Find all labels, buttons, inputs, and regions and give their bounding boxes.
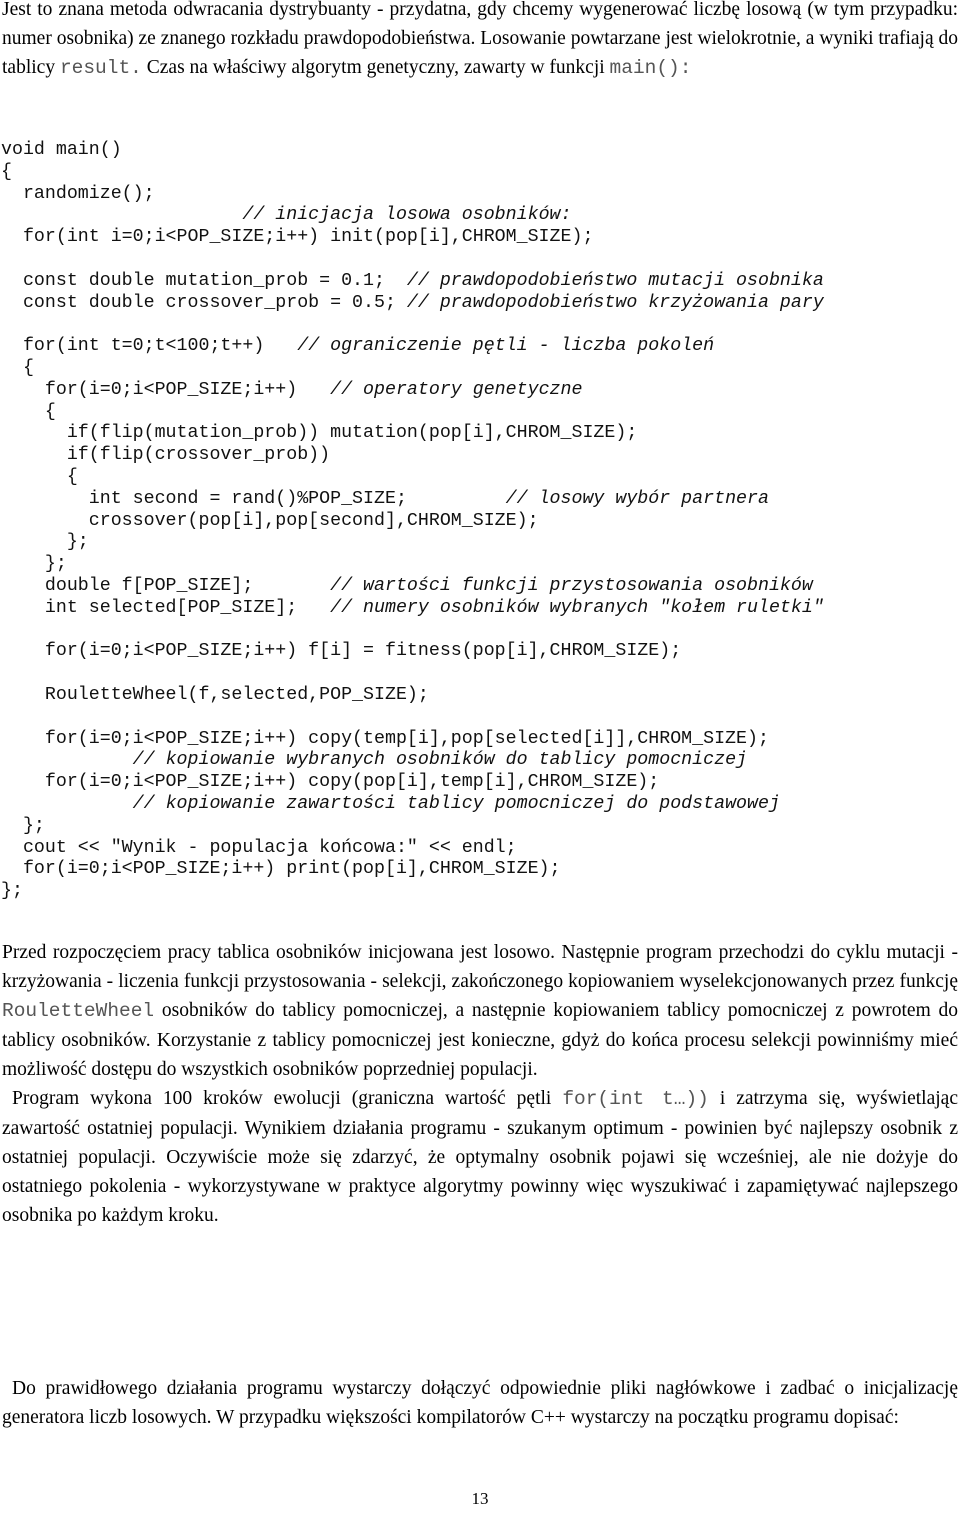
- code-line: [1, 750, 959, 772]
- code-comment: // prawdopodobieństwo mutacji osobnika: [406, 270, 824, 291]
- intro-text-1: Jest to znana metoda odwracania dystrybuanty - przydatna, gdy chcemy wygenerować liczbę losową (w tym przypadku: numer osobnika) ze znanego rozkładu prawdopodobieństwa. Losowanie powtarzane jest wielokrotnie, a wyniki trafiają do tablicy: [2, 0, 958, 78]
- code-text: if(flip(crossover_prob)): [1, 445, 331, 466]
- explanation-text-d: i zatrzyma się, wyświetlając zawartość ostatniej populacji. Wynikiem działania programu - szukanym optimum - powinien być najlepszy osobnik z ostatniej populacji. Oczywiście może się zdarzyć, że optymalny osobnik pojawi się wcześniej, ale nie dożyje do ostatniego pokolenia - wykorzystywane w praktyce algorytmy powinny więc wyszukiwać i zapamiętywać najlepszego osobnika po każdym kroku.: [2, 1088, 958, 1226]
- code-line: [1, 162, 959, 184]
- code-line: [1, 554, 959, 576]
- code-line: [1, 336, 959, 358]
- code-line: [1, 707, 959, 729]
- code-comment: // ograniczenie pętli - liczba pokoleń: [297, 336, 715, 357]
- code-text: cout << "Wynik - populacja końcowa:" << endl;: [1, 837, 517, 858]
- code-comment: // wartości funkcji przystosowania osobników: [330, 575, 813, 596]
- code-line: [1, 140, 959, 162]
- code-text: for(i=0;i<POP_SIZE;i++) copy(pop[i],temp[i],CHROM_SIZE);: [1, 772, 660, 793]
- code-text: };: [1, 815, 45, 836]
- code-text: crossover(pop[i],pop[second],CHROM_SIZE);: [1, 510, 539, 531]
- code-text: };: [1, 532, 89, 553]
- code-text: for(i=0;i<POP_SIZE;i++) copy(temp[i],pop[selected[i]],CHROM_SIZE);: [1, 728, 769, 749]
- code-line: [1, 402, 959, 424]
- code-comment: // operatory genetyczne: [330, 379, 583, 400]
- code-text: {: [1, 357, 34, 378]
- code-line: [1, 620, 959, 642]
- code-text: for(int i=0;i<POP_SIZE;i++) init(pop[i],CHROM_SIZE);: [1, 227, 594, 248]
- code-text: int second = rand()%POP_SIZE;: [1, 488, 506, 509]
- code-line: [1, 838, 959, 860]
- code-text: void main(): [1, 140, 122, 160]
- code-text: const double crossover_prob = 0.5;: [1, 292, 407, 313]
- code-line: [1, 729, 959, 751]
- code-text: [1, 750, 133, 770]
- code-line: [1, 249, 959, 271]
- code-line: [1, 271, 959, 293]
- code-line: [1, 358, 959, 380]
- inline-code-result: result.: [59, 57, 142, 79]
- code-line: [1, 881, 959, 903]
- code-comment: // inicjacja losowa osobników:: [242, 205, 572, 226]
- code-line: [1, 184, 959, 206]
- code-text: for(i=0;i<POP_SIZE;i++) f[i] = fitness(pop[i],CHROM_SIZE);: [1, 641, 682, 662]
- code-line: [1, 511, 959, 533]
- code-text: if(flip(mutation_prob)) mutation(pop[i],CHROM_SIZE);: [1, 423, 638, 444]
- code-text: [1, 205, 242, 225]
- code-line: [1, 467, 959, 489]
- code-line: [1, 205, 959, 227]
- code-line: [1, 423, 959, 445]
- code-line: [1, 532, 959, 554]
- code-text: int selected[POP_SIZE];: [1, 597, 331, 618]
- explanation-text-a: Przed rozpoczęciem pracy tablica osobników inicjowana jest losowo. Następnie program przechodzi do cyklu mutacji - krzyżowania - liczenia funkcji przystosowania - selekcji, zakończonego kopiowaniem wyselekcjonowanych przez funkcję: [2, 942, 958, 992]
- explanation-text-c: Program wykona 100 kroków ewolucji (graniczna wartość pętli: [12, 1088, 563, 1109]
- code-text: {: [1, 161, 12, 182]
- code-comment: // kopiowanie zawartości tablicy pomocniczej do podstawowej: [132, 793, 780, 814]
- code-comment: // losowy wybór partnera: [505, 488, 769, 509]
- code-text: [1, 794, 133, 814]
- code-listing: [1, 140, 959, 903]
- code-line: [1, 576, 959, 598]
- code-text: RouletteWheel(f,selected,POP_SIZE);: [1, 684, 429, 705]
- code-comment: // prawdopodobieństwo krzyżowania pary: [406, 292, 824, 313]
- code-line: [1, 598, 959, 620]
- code-line: [1, 380, 959, 402]
- code-line: [1, 772, 959, 794]
- code-line: [1, 663, 959, 685]
- explanation-part-2: [2, 1084, 958, 1230]
- code-text: {: [1, 401, 56, 422]
- code-line: [1, 489, 959, 511]
- code-comment: // numery osobników wybranych "kołem ruletki": [330, 597, 824, 618]
- code-line: [1, 794, 959, 816]
- code-line: [1, 859, 959, 881]
- explanation-part-1: [2, 938, 958, 1084]
- code-line: [1, 445, 959, 467]
- closing-paragraph: [2, 1374, 958, 1432]
- explanation-paragraph: [2, 938, 958, 1230]
- code-text: randomize();: [1, 183, 155, 204]
- code-text: const double mutation_prob = 0.1;: [1, 270, 407, 291]
- inline-code-for-loop: for(int t…)): [562, 1088, 709, 1110]
- code-text: };: [1, 881, 23, 902]
- intro-paragraph: [2, 0, 958, 83]
- closing-text: Do prawidłowego działania programu wystarczy dołączyć odpowiednie pliki nagłówkowe i zadbać o inicjalizację generatora liczb losowych. W przypadku większości kompilatorów C++ wystarczy na początku programu dopisać:: [2, 1378, 958, 1428]
- code-text: {: [1, 466, 78, 487]
- code-text: for(i=0;i<POP_SIZE;i++): [1, 379, 331, 400]
- code-line: [1, 227, 959, 249]
- code-text: double f[POP_SIZE];: [1, 575, 331, 596]
- code-line: [1, 293, 959, 315]
- inline-code-roulettewheel: RouletteWheel: [2, 1000, 155, 1022]
- code-text: for(int t=0;t<100;t++): [1, 336, 298, 357]
- intro-text-2: Czas na właściwy algorytm genetyczny, zawarty w funkcji: [141, 57, 610, 78]
- code-line: [1, 816, 959, 838]
- code-text: for(i=0;i<POP_SIZE;i++) print(pop[i],CHROM_SIZE);: [1, 859, 561, 880]
- inline-code-main: main():: [609, 57, 692, 79]
- code-line: [1, 685, 959, 707]
- code-comment: // kopiowanie wybranych osobników do tablicy pomocniczej: [132, 750, 748, 771]
- code-text: };: [1, 554, 67, 575]
- code-line: [1, 314, 959, 336]
- page-number: 13: [471, 1489, 489, 1508]
- code-line: [1, 641, 959, 663]
- explanation-text-b: osobników do tablicy pomocniczej, a następnie kopiowaniem tablicy pomocniczej z powrotem do tablicy osobników. Korzystanie z tablicy pomocniczej jest konieczne, gdyż do końca procesu selekcji powinniśmy mieć możliwość dostępu do wszystkich osobników poprzedniej populacji.: [2, 1000, 958, 1080]
